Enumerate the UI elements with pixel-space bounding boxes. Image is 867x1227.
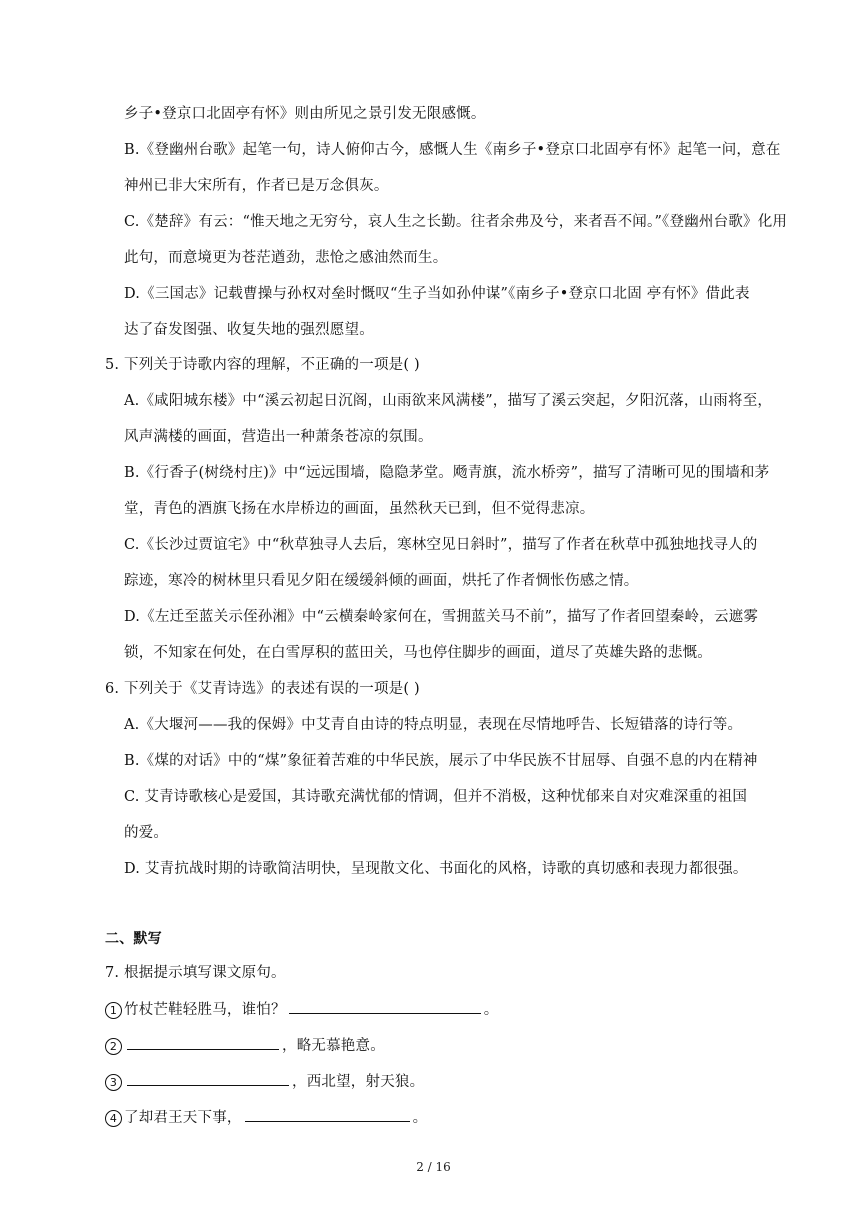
- text-line: B.《登幽州台歌》起笔一句，诗人俯仰古今，感慨人生《南乡子•登京口北固亭有怀》起笔一问，意在: [124, 142, 781, 158]
- text-line: D. 艾青抗战时期的诗歌简洁明快，呈现散文化、书面化的风格，诗歌的真切感和表现力都很强。: [124, 861, 748, 877]
- text-line: 乡子•登京口北固亭有怀》则由所见之景引发无限感慨。: [124, 106, 486, 122]
- text-line: D.《左迁至蓝关示侄孙湘》中“云横秦岭家何在，雪拥蓝关马不前”，描写了作者回望秦岭，云遮雾: [124, 609, 759, 625]
- fill-item-1: [105, 999, 498, 1020]
- answer-blank[interactable]: [127, 1071, 289, 1086]
- fill-item-2: [105, 1035, 385, 1056]
- question-5: 5. 下列关于诗歌内容的理解，不正确的一项是( ): [105, 357, 420, 373]
- text-line: B.《煤的对话》中的“煤”象征着苦难的中华民族，展示了中华民族不甘屈辱、自强不息的内在精神: [124, 753, 758, 769]
- text-line: 锁，不知家在何处，在白雪厚积的蓝田关，马也停住脚步的画面，道尽了英雄失路的悲慨。: [124, 645, 712, 661]
- answer-blank[interactable]: [127, 1035, 279, 1050]
- prompt-text: 竹杖芒鞋轻胜马，谁怕？: [124, 1002, 286, 1018]
- text-line: 堂，青色的酒旗飞扬在水岸桥边的画面，虽然秋天已到，但不觉得悲凉。: [124, 501, 595, 517]
- page-number: 2 / 16: [416, 1160, 451, 1174]
- text-line: 的爱。: [124, 825, 169, 841]
- circled-number: 1: [105, 1002, 122, 1019]
- text-line: 达了奋发图强、收复失地的强烈愿望。: [124, 322, 374, 338]
- text-line: D.《三国志》记载曹操与孙权对垒时慨叹“生子当如孙仲谋”《南乡子•登京口北固 亭有怀》借此表: [124, 286, 750, 302]
- circled-number: 2: [105, 1038, 122, 1055]
- answer-blank[interactable]: [289, 999, 481, 1014]
- blank-suffix: 。: [483, 1002, 499, 1018]
- text-line: 此句，而意境更为苍茫遒劲，悲怆之感油然而生。: [124, 250, 448, 266]
- text-line: C.《长沙过贾谊宅》中“秋草独寻人去后，寒林空见日斜时”，描写了作者在秋草中孤独地找寻人的: [124, 537, 758, 553]
- text-line: 神州已非大宋所有，作者已是万念俱灰。: [124, 178, 389, 194]
- circled-number: 3: [105, 1074, 122, 1091]
- circled-number: 4: [105, 1110, 122, 1127]
- answer-blank[interactable]: [245, 1107, 410, 1122]
- section-heading: 二、默写: [105, 931, 162, 947]
- text-line: A.《大堰河——我的保姆》中艾青自由诗的特点明显，表现在尽情地呼告、长短错落的诗行等。: [124, 717, 743, 733]
- text-line: 风声满楼的画面，营造出一种萧条苍凉的氛围。: [124, 429, 433, 445]
- text-line: C. 艾青诗歌核心是爱国，其诗歌充满忧郁的情调，但并不消极，这种忧郁来自对灾难深重的祖国: [124, 789, 748, 805]
- fill-item-3: [105, 1071, 424, 1092]
- question-7: 7. 根据提示填写课文原句。: [105, 965, 286, 981]
- blank-suffix: 。: [412, 1110, 428, 1126]
- blank-suffix: ，西北望，射天狼。: [292, 1074, 425, 1090]
- text-line: 踪迹，寒冷的树林里只看见夕阳在缓缓斜倾的画面，烘托了作者惆怅伤感之情。: [124, 573, 639, 589]
- fill-item-4: [105, 1107, 427, 1128]
- text-line: C.《楚辞》有云：“惟天地之无穷兮，哀人生之长勤。往者余弗及兮，来者吾不闻。”《登幽州台歌》化用: [124, 214, 788, 230]
- text-line: A.《咸阳城东楼》中“溪云初起日沉阁，山雨欲来风满楼”，描写了溪云突起，夕阳沉落，山雨将至，: [124, 393, 773, 409]
- blank-suffix: ，略无慕艳意。: [282, 1038, 385, 1054]
- prompt-text: 了却君王天下事，: [124, 1110, 242, 1126]
- question-6: 6. 下列关于《艾青诗选》的表述有误的一项是( ): [105, 681, 420, 697]
- text-line: B.《行香子(树绕村庄)》中“远远围墙，隐隐茅堂。飏青旗，流水桥旁”，描写了清晰可见的围墙和茅: [124, 465, 770, 481]
